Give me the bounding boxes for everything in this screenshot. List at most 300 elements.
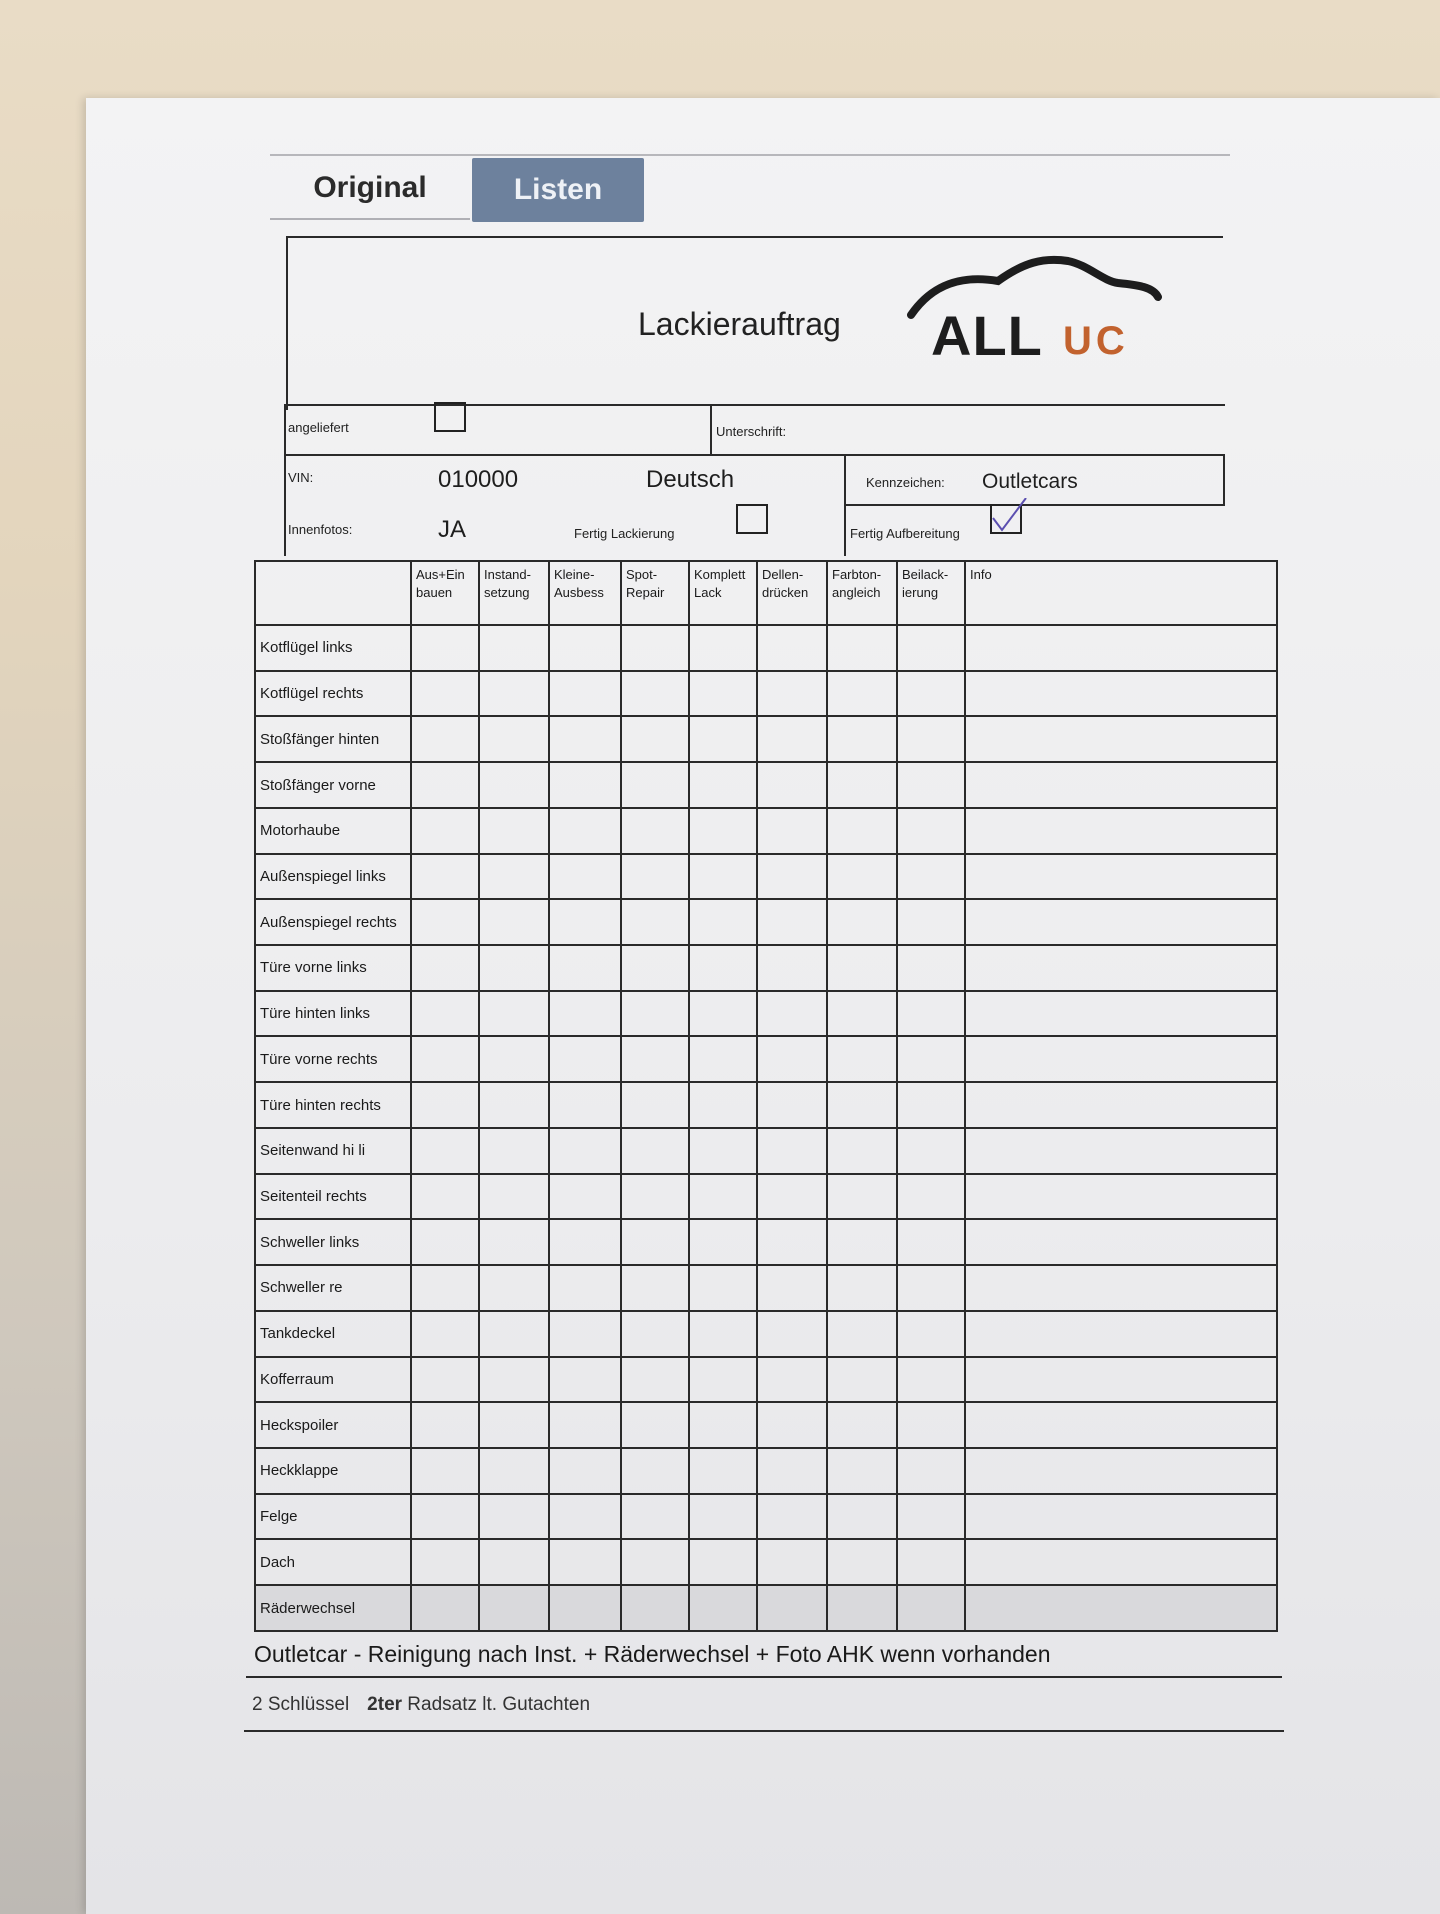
- table-cell[interactable]: [827, 625, 897, 671]
- angeliefert-label: angeliefert: [288, 420, 349, 435]
- keys-count: 2 Schlüssel: [252, 1694, 350, 1715]
- table-cell[interactable]: [479, 1402, 549, 1448]
- table-row: [255, 671, 1277, 717]
- table-cell[interactable]: [411, 1402, 479, 1448]
- column-header-line: ierung: [902, 585, 939, 600]
- table-cell[interactable]: [757, 945, 827, 991]
- table-cell[interactable]: [689, 762, 757, 808]
- table-cell[interactable]: [827, 1311, 897, 1357]
- table-cell[interactable]: [965, 1174, 1277, 1220]
- table-cell[interactable]: [479, 808, 549, 854]
- table-cell[interactable]: [965, 1265, 1277, 1311]
- table-cell[interactable]: [479, 625, 549, 671]
- table-row: [255, 1585, 1277, 1631]
- row-label: Schweller re: [255, 1265, 411, 1311]
- table-cell[interactable]: [965, 1311, 1277, 1357]
- row-label: Heckklappe: [255, 1448, 411, 1494]
- kennzeichen-label: Kennzeichen:: [866, 475, 945, 490]
- table-cell[interactable]: [621, 945, 689, 991]
- table-cell[interactable]: [689, 991, 757, 1037]
- table-cell[interactable]: [479, 671, 549, 717]
- column-header-line: bauen: [416, 585, 453, 600]
- table-cell[interactable]: [549, 1036, 621, 1082]
- table-cell[interactable]: [897, 808, 965, 854]
- table-cell[interactable]: [479, 1494, 549, 1540]
- table-cell[interactable]: [757, 1448, 827, 1494]
- table-cell[interactable]: [621, 1265, 689, 1311]
- vin-value: 010000: [438, 466, 519, 493]
- table-cell[interactable]: [549, 1174, 621, 1220]
- table-cell[interactable]: [965, 762, 1277, 808]
- table-cell[interactable]: [689, 1402, 757, 1448]
- row-label: Stoßfänger hinten: [255, 716, 411, 762]
- table-cell[interactable]: [549, 1265, 621, 1311]
- innenfotos-value: JA: [438, 516, 467, 543]
- table-cell[interactable]: [827, 1585, 897, 1631]
- table-cell[interactable]: [897, 1174, 965, 1220]
- table-cell[interactable]: [411, 1585, 479, 1631]
- column-header-line: Lack: [694, 585, 722, 600]
- table-cell[interactable]: [549, 625, 621, 671]
- table-cell[interactable]: [897, 1539, 965, 1585]
- table-cell[interactable]: [757, 1174, 827, 1220]
- table-row: [255, 945, 1277, 991]
- table-cell[interactable]: [549, 1128, 621, 1174]
- table-cell[interactable]: [411, 716, 479, 762]
- table-cell[interactable]: [757, 899, 827, 945]
- table-row: [255, 1128, 1277, 1174]
- table-cell[interactable]: [897, 1219, 965, 1265]
- fertig-lackierung-label: Fertig Lackierung: [574, 526, 675, 541]
- column-header-line: Farbton-: [832, 567, 882, 582]
- table-cell[interactable]: [549, 1448, 621, 1494]
- row-label: Kofferraum: [255, 1357, 411, 1403]
- table-cell[interactable]: [965, 1448, 1277, 1494]
- table-cell[interactable]: [827, 1174, 897, 1220]
- table-cell[interactable]: [689, 625, 757, 671]
- table-cell[interactable]: [479, 1311, 549, 1357]
- row-label: Räderwechsel: [255, 1585, 411, 1631]
- table-cell[interactable]: [549, 945, 621, 991]
- footer-note: Outletcar - Reinigung nach Inst. + Räderwechsel + Foto AHK wenn vorhanden: [246, 1632, 1282, 1678]
- table-cell[interactable]: [549, 1539, 621, 1585]
- table-cell[interactable]: [411, 1219, 479, 1265]
- table-row: [255, 1219, 1277, 1265]
- table-cell[interactable]: [965, 1402, 1277, 1448]
- table-cell[interactable]: [757, 808, 827, 854]
- table-cell[interactable]: [827, 1219, 897, 1265]
- table-cell[interactable]: [827, 716, 897, 762]
- table-cell[interactable]: [411, 1036, 479, 1082]
- angeliefert-checkbox[interactable]: [434, 402, 466, 432]
- table-cell[interactable]: [757, 625, 827, 671]
- column-header-line: Info: [970, 567, 992, 582]
- table-cell[interactable]: [411, 991, 479, 1037]
- table-cell[interactable]: [549, 1311, 621, 1357]
- table-cell[interactable]: [757, 1128, 827, 1174]
- table-cell[interactable]: [827, 1082, 897, 1128]
- table-cell[interactable]: [621, 1311, 689, 1357]
- table-cell[interactable]: [689, 1539, 757, 1585]
- table-cell[interactable]: [965, 716, 1277, 762]
- table-cell[interactable]: [689, 1448, 757, 1494]
- table-cell[interactable]: [897, 899, 965, 945]
- row-label: Außenspiegel links: [255, 854, 411, 900]
- table-cell[interactable]: [897, 1448, 965, 1494]
- row-label: Schweller links: [255, 1219, 411, 1265]
- table-cell[interactable]: [479, 1174, 549, 1220]
- table-cell[interactable]: [827, 1036, 897, 1082]
- table-cell[interactable]: [827, 671, 897, 717]
- table-row: [255, 854, 1277, 900]
- column-header: [621, 561, 689, 625]
- damage-grid: [254, 560, 1278, 1632]
- table-cell[interactable]: [621, 1448, 689, 1494]
- language-value: Deutsch: [646, 466, 735, 493]
- table-cell[interactable]: [411, 1265, 479, 1311]
- logo-text: ALL: [931, 304, 1043, 367]
- column-header-line: Instand-: [484, 567, 531, 582]
- table-cell[interactable]: [621, 1402, 689, 1448]
- row-label: Türe vorne rechts: [255, 1036, 411, 1082]
- table-cell[interactable]: [621, 1036, 689, 1082]
- table-cell[interactable]: [549, 1585, 621, 1631]
- row-label: Stoßfänger vorne: [255, 762, 411, 808]
- table-cell[interactable]: [479, 716, 549, 762]
- table-row: [255, 1494, 1277, 1540]
- table-cell[interactable]: [411, 1128, 479, 1174]
- table-cell[interactable]: [549, 1082, 621, 1128]
- table-cell[interactable]: [479, 854, 549, 900]
- table-cell[interactable]: [689, 1265, 757, 1311]
- column-header-line: setzung: [484, 585, 530, 600]
- company-logo: [903, 253, 1163, 367]
- table-row: [255, 762, 1277, 808]
- table-cell[interactable]: [549, 1494, 621, 1540]
- row-label: Dach: [255, 1539, 411, 1585]
- table-cell[interactable]: [965, 899, 1277, 945]
- table-cell[interactable]: [479, 762, 549, 808]
- table-cell[interactable]: [827, 1539, 897, 1585]
- column-header-line: Beilack-: [902, 567, 949, 582]
- table-cell[interactable]: [621, 1494, 689, 1540]
- row-label: Seitenteil rechts: [255, 1174, 411, 1220]
- table-cell[interactable]: [411, 671, 479, 717]
- table-cell[interactable]: [621, 808, 689, 854]
- table-cell[interactable]: [757, 762, 827, 808]
- table-cell[interactable]: [411, 899, 479, 945]
- checkmark-icon: [990, 498, 1030, 532]
- table-cell[interactable]: [621, 1357, 689, 1403]
- column-header-line: Spot-: [626, 567, 658, 582]
- table-cell[interactable]: [621, 991, 689, 1037]
- table-cell[interactable]: [621, 625, 689, 671]
- grid-corner-cell: [255, 561, 411, 625]
- table-cell[interactable]: [689, 899, 757, 945]
- table-cell[interactable]: [757, 671, 827, 717]
- tab-listen[interactable]: Listen: [472, 158, 644, 222]
- table-row: [255, 1357, 1277, 1403]
- row-label: Außenspiegel rechts: [255, 899, 411, 945]
- table-cell[interactable]: [897, 991, 965, 1037]
- column-header-line: Kleine-: [554, 567, 595, 582]
- table-cell[interactable]: [965, 1539, 1277, 1585]
- kennzeichen-value: Outletcars: [982, 470, 1078, 493]
- table-cell[interactable]: [549, 808, 621, 854]
- row-label: Kotflügel links: [255, 625, 411, 671]
- row-label: Türe hinten links: [255, 991, 411, 1037]
- tab-bar: [270, 150, 1230, 222]
- form-header: [286, 236, 1223, 410]
- table-cell[interactable]: [827, 945, 897, 991]
- fertig-aufbereitung-label: Fertig Aufbereitung: [850, 526, 960, 541]
- table-cell[interactable]: [965, 854, 1277, 900]
- column-header-line: Komplett: [694, 567, 746, 582]
- table-cell[interactable]: [479, 991, 549, 1037]
- table-cell[interactable]: [689, 1585, 757, 1631]
- table-cell[interactable]: [479, 1539, 549, 1585]
- table-cell[interactable]: [897, 1311, 965, 1357]
- row-label: Tankdeckel: [255, 1311, 411, 1357]
- table-cell[interactable]: [621, 1539, 689, 1585]
- table-cell[interactable]: [897, 854, 965, 900]
- table-cell[interactable]: [757, 1539, 827, 1585]
- table-row: [255, 1036, 1277, 1082]
- table-cell[interactable]: [897, 1402, 965, 1448]
- table-cell[interactable]: [757, 1219, 827, 1265]
- table-cell[interactable]: [965, 1357, 1277, 1403]
- table-cell[interactable]: [827, 1494, 897, 1540]
- table-cell[interactable]: [689, 1128, 757, 1174]
- table-cell[interactable]: [549, 716, 621, 762]
- table-cell[interactable]: [965, 1219, 1277, 1265]
- table-cell[interactable]: [689, 1082, 757, 1128]
- column-header-line: drücken: [762, 585, 809, 600]
- row-label: Seitenwand hi li: [255, 1128, 411, 1174]
- table-cell[interactable]: [757, 991, 827, 1037]
- table-cell[interactable]: [549, 991, 621, 1037]
- radsatz-text: Radsatz lt. Gutachten: [402, 1694, 591, 1715]
- table-cell[interactable]: [411, 1174, 479, 1220]
- table-cell[interactable]: [757, 1585, 827, 1631]
- table-cell[interactable]: [757, 854, 827, 900]
- table-cell[interactable]: [549, 854, 621, 900]
- column-header: [689, 561, 757, 625]
- table-cell[interactable]: [689, 854, 757, 900]
- table-row: [255, 899, 1277, 945]
- table-cell[interactable]: [689, 945, 757, 991]
- table-cell[interactable]: [827, 1402, 897, 1448]
- table-cell[interactable]: [757, 1494, 827, 1540]
- row-label: Türe hinten rechts: [255, 1082, 411, 1128]
- table-cell[interactable]: [411, 1448, 479, 1494]
- column-header-line: Repair: [626, 585, 665, 600]
- vin-label: VIN:: [288, 470, 314, 485]
- table-cell[interactable]: [411, 854, 479, 900]
- column-header-line: Aus+Ein: [416, 567, 465, 582]
- column-header-line: Dellen-: [762, 567, 804, 582]
- table-cell[interactable]: [965, 808, 1277, 854]
- table-cell[interactable]: [621, 716, 689, 762]
- table-cell[interactable]: [479, 1219, 549, 1265]
- table-cell[interactable]: [897, 1036, 965, 1082]
- table-cell[interactable]: [689, 1357, 757, 1403]
- table-cell[interactable]: [689, 1174, 757, 1220]
- table-cell[interactable]: [479, 1082, 549, 1128]
- row-label: Heckspoiler: [255, 1402, 411, 1448]
- table-cell[interactable]: [621, 854, 689, 900]
- table-cell[interactable]: [965, 1494, 1277, 1540]
- table-row: [255, 716, 1277, 762]
- column-header-line: angleich: [832, 585, 881, 600]
- table-cell[interactable]: [689, 1219, 757, 1265]
- table-cell[interactable]: [897, 1082, 965, 1128]
- table-cell[interactable]: [827, 1265, 897, 1311]
- table-cell[interactable]: [689, 1494, 757, 1540]
- column-header: [411, 561, 479, 625]
- column-header: [549, 561, 621, 625]
- table-cell[interactable]: [479, 1357, 549, 1403]
- table-cell[interactable]: [621, 1585, 689, 1631]
- table-cell[interactable]: [827, 808, 897, 854]
- table-cell[interactable]: [827, 991, 897, 1037]
- table-cell[interactable]: [689, 671, 757, 717]
- table-cell[interactable]: [965, 1036, 1277, 1082]
- table-cell[interactable]: [411, 808, 479, 854]
- table-cell[interactable]: [827, 762, 897, 808]
- table-cell[interactable]: [411, 625, 479, 671]
- logo-accent-text: UC: [1063, 319, 1129, 363]
- table-cell[interactable]: [549, 899, 621, 945]
- footer-remarks: [244, 1680, 1284, 1732]
- table-cell[interactable]: [549, 1357, 621, 1403]
- table-cell[interactable]: [757, 1265, 827, 1311]
- table-cell[interactable]: [549, 671, 621, 717]
- table-cell[interactable]: [479, 899, 549, 945]
- table-row: [255, 625, 1277, 671]
- table-row: [255, 1265, 1277, 1311]
- tab-original[interactable]: Original: [270, 158, 470, 220]
- table-cell[interactable]: [411, 1311, 479, 1357]
- table-row: [255, 1174, 1277, 1220]
- table-cell[interactable]: [689, 1036, 757, 1082]
- table-cell[interactable]: [897, 1494, 965, 1540]
- row-label: Kotflügel rechts: [255, 671, 411, 717]
- table-cell[interactable]: [411, 1539, 479, 1585]
- column-header-line: Ausbess: [554, 585, 604, 600]
- table-cell[interactable]: [965, 625, 1277, 671]
- table-row: [255, 1448, 1277, 1494]
- column-header: [479, 561, 549, 625]
- table-cell[interactable]: [827, 1128, 897, 1174]
- table-cell[interactable]: [897, 1357, 965, 1403]
- table-cell[interactable]: [757, 1357, 827, 1403]
- table-cell[interactable]: [689, 808, 757, 854]
- row-label: Felge: [255, 1494, 411, 1540]
- table-cell[interactable]: [965, 1082, 1277, 1128]
- table-cell[interactable]: [897, 1265, 965, 1311]
- table-cell[interactable]: [897, 716, 965, 762]
- table-cell[interactable]: [827, 854, 897, 900]
- table-cell[interactable]: [411, 945, 479, 991]
- table-cell[interactable]: [549, 762, 621, 808]
- table-row: [255, 808, 1277, 854]
- table-cell[interactable]: [757, 1082, 827, 1128]
- table-cell[interactable]: [897, 625, 965, 671]
- table-cell[interactable]: [411, 1357, 479, 1403]
- column-header: [827, 561, 897, 625]
- table-cell[interactable]: [479, 1448, 549, 1494]
- innenfotos-label: Innenfotos:: [288, 522, 353, 537]
- table-cell[interactable]: [621, 1174, 689, 1220]
- table-cell[interactable]: [621, 762, 689, 808]
- table-cell[interactable]: [827, 899, 897, 945]
- table-cell[interactable]: [621, 1128, 689, 1174]
- table-cell[interactable]: [757, 716, 827, 762]
- table-row: [255, 991, 1277, 1037]
- table-cell[interactable]: [897, 945, 965, 991]
- table-cell[interactable]: [827, 1448, 897, 1494]
- tab-divider: [270, 154, 1230, 156]
- table-cell[interactable]: [689, 716, 757, 762]
- table-row: [255, 1082, 1277, 1128]
- table-cell[interactable]: [897, 1585, 965, 1631]
- table-cell[interactable]: [621, 899, 689, 945]
- table-cell[interactable]: [411, 762, 479, 808]
- table-cell[interactable]: [965, 991, 1277, 1037]
- table-row: [255, 1539, 1277, 1585]
- table-cell[interactable]: [757, 1036, 827, 1082]
- row-label: Motorhaube: [255, 808, 411, 854]
- table-cell[interactable]: [621, 671, 689, 717]
- table-cell[interactable]: [689, 1311, 757, 1357]
- column-header: [965, 561, 1277, 625]
- fertig-lackierung-checkbox[interactable]: [736, 504, 768, 534]
- table-cell[interactable]: [479, 1128, 549, 1174]
- table-cell[interactable]: [479, 1585, 549, 1631]
- fertig-aufbereitung-checkbox[interactable]: [990, 504, 1022, 534]
- table-cell[interactable]: [479, 1036, 549, 1082]
- table-cell[interactable]: [621, 1082, 689, 1128]
- form-title: Lackierauftrag: [638, 306, 841, 342]
- unterschrift-label: Unterschrift:: [716, 424, 787, 439]
- table-cell[interactable]: [897, 671, 965, 717]
- table-cell[interactable]: [897, 762, 965, 808]
- table-cell[interactable]: [549, 1402, 621, 1448]
- table-cell[interactable]: [479, 945, 549, 991]
- radsatz-ordinal: 2ter: [367, 1694, 403, 1715]
- table-cell[interactable]: [549, 1219, 621, 1265]
- table-cell[interactable]: [965, 1585, 1277, 1631]
- table-cell[interactable]: [479, 1265, 549, 1311]
- table-cell[interactable]: [757, 1402, 827, 1448]
- table-cell[interactable]: [965, 945, 1277, 991]
- table-cell[interactable]: [897, 1128, 965, 1174]
- table-cell[interactable]: [411, 1082, 479, 1128]
- table-cell[interactable]: [965, 1128, 1277, 1174]
- table-cell[interactable]: [965, 671, 1277, 717]
- column-header: [757, 561, 827, 625]
- table-cell[interactable]: [621, 1219, 689, 1265]
- table-cell[interactable]: [411, 1494, 479, 1540]
- order-info: [280, 404, 1225, 556]
- table-row: [255, 1311, 1277, 1357]
- table-cell[interactable]: [827, 1357, 897, 1403]
- table-row: [255, 1402, 1277, 1448]
- table-cell[interactable]: [757, 1311, 827, 1357]
- row-label: Türe vorne links: [255, 945, 411, 991]
- column-header: [897, 561, 965, 625]
